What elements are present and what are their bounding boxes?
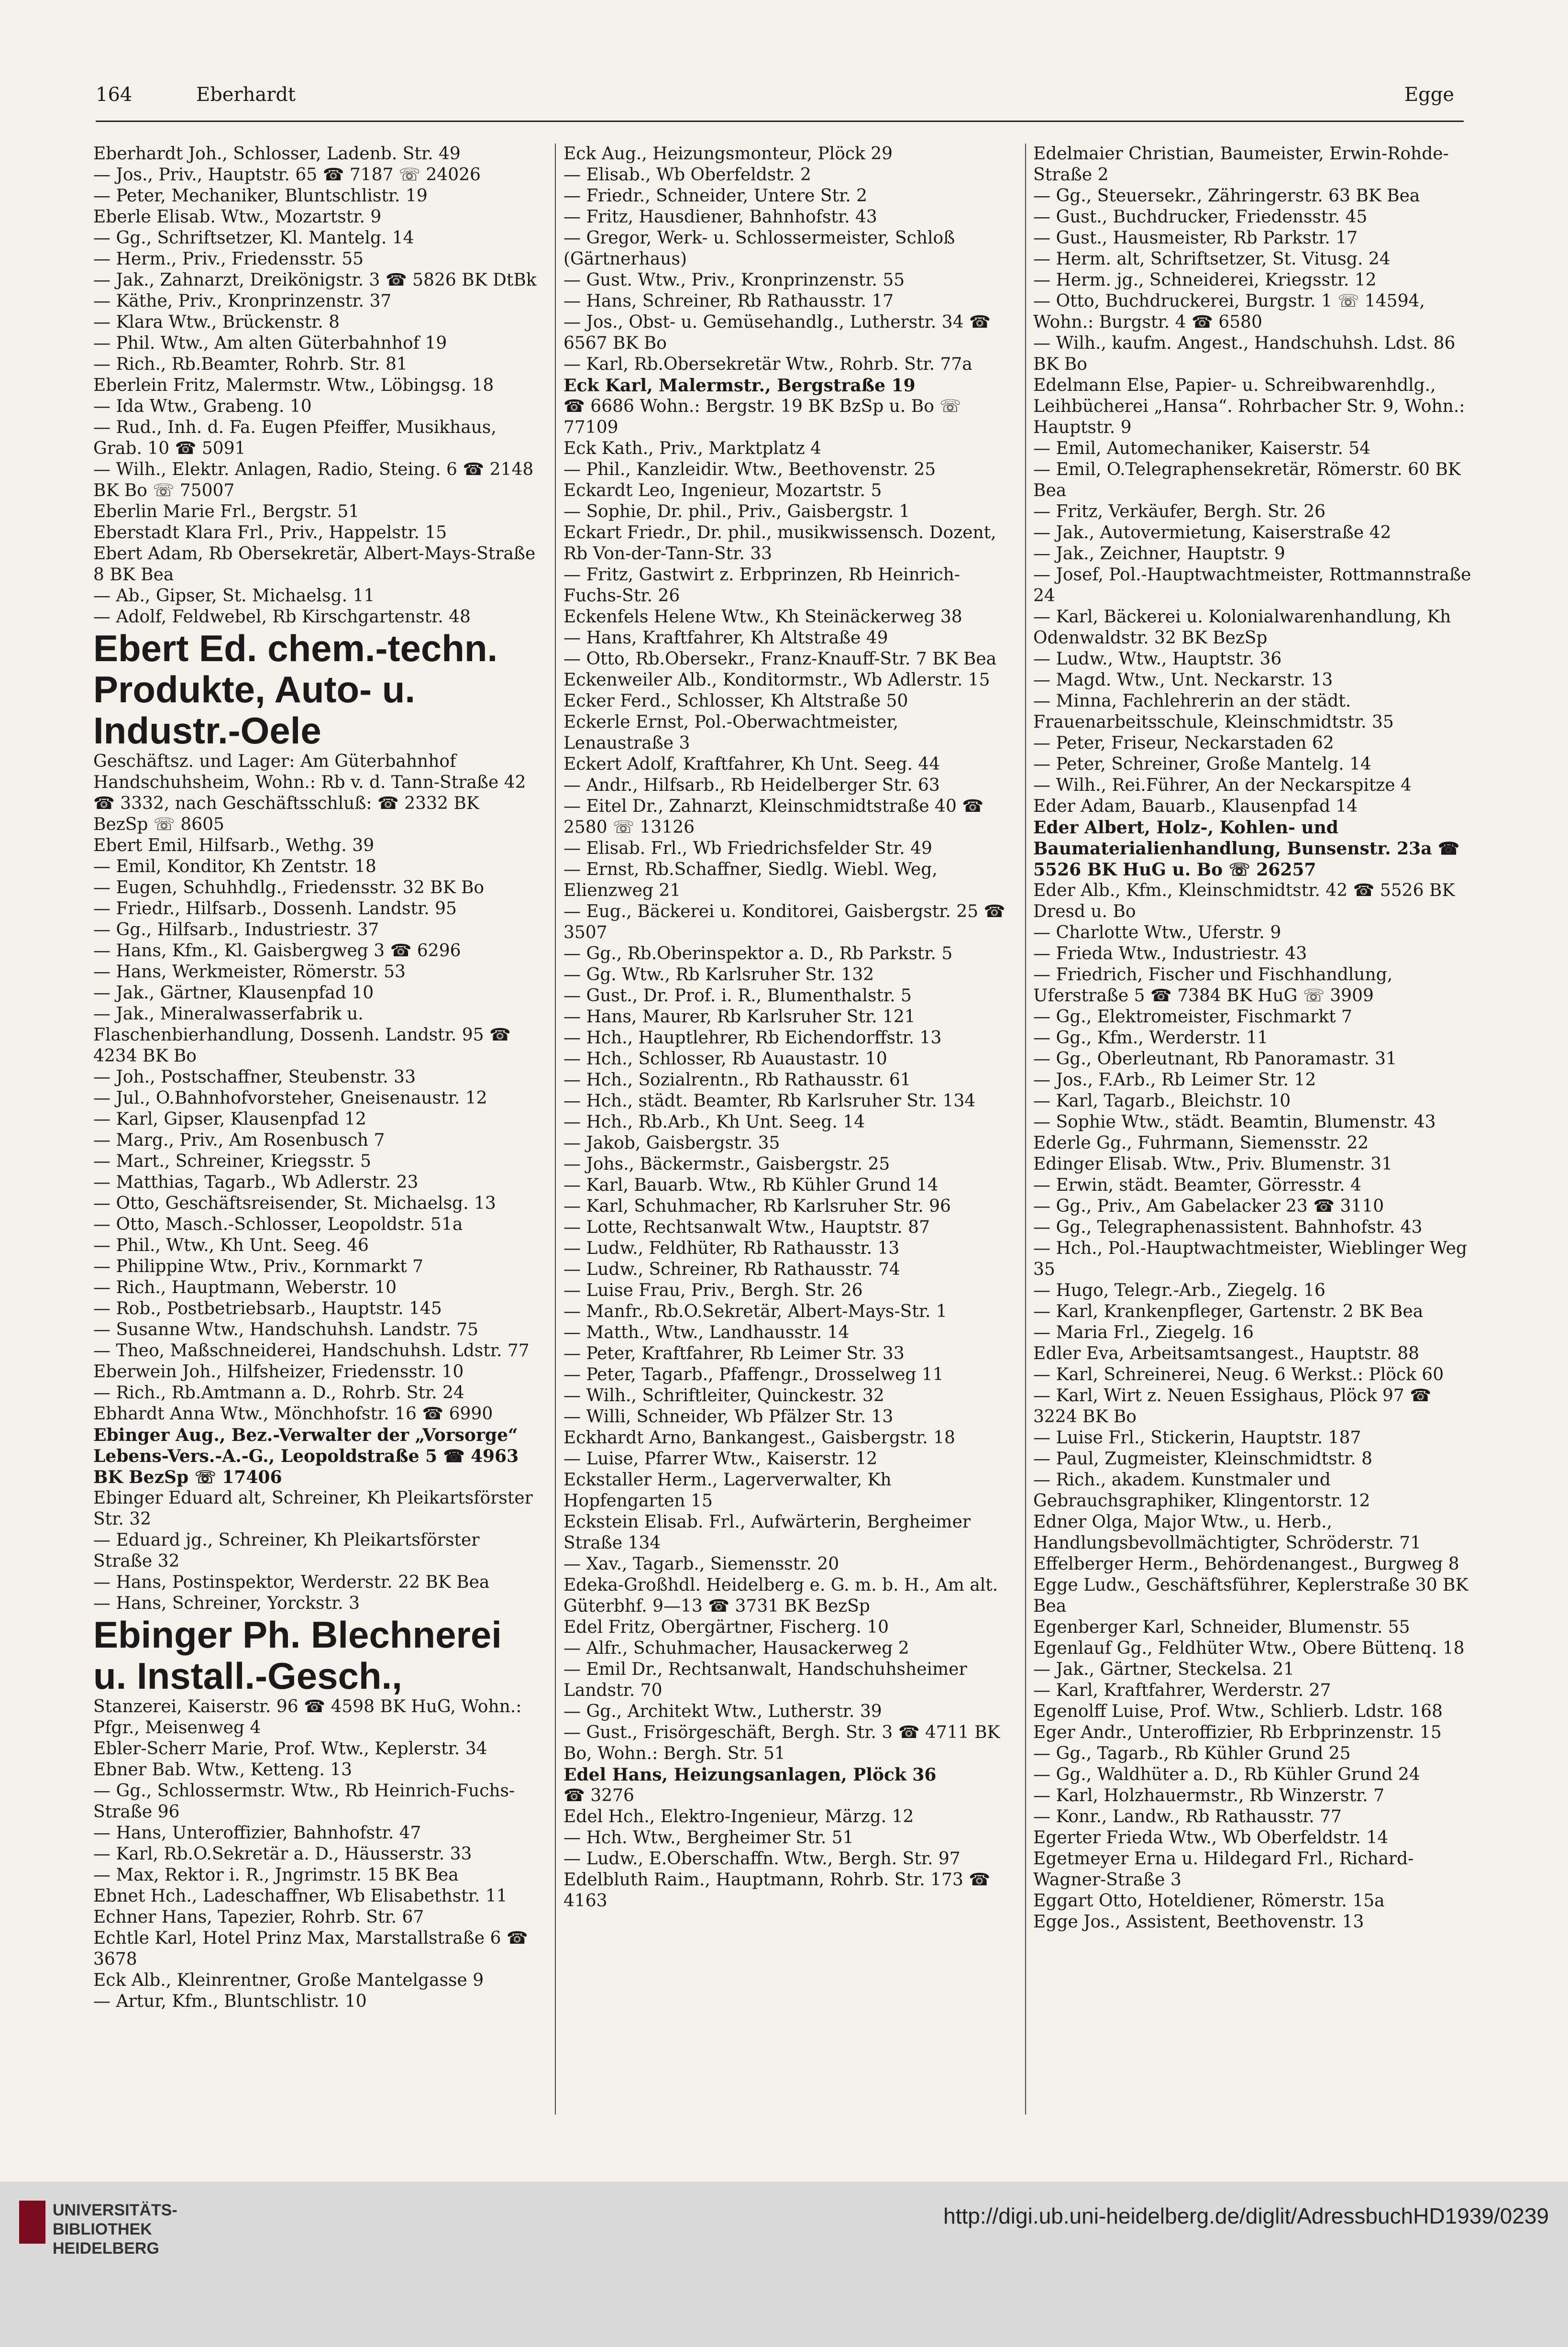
directory-entry: — Paul, Zugmeister, Kleinschmidtstr. 8 [1033, 1449, 1373, 1469]
directory-entry: Ebert Emil, Hilfsarb., Wethg. 39 [93, 836, 375, 855]
directory-entry: — Peter, Tagarb., Pfaffengr., Drosselweg 11 [563, 1365, 944, 1384]
library-logo-icon [19, 2201, 45, 2244]
directory-entry: — Ab., Gipser, St. Michaelsg. 11 [93, 586, 375, 606]
directory-entry: — Karl, Rb.O.Sekretär a. D., Häusserstr. 33 [93, 1844, 472, 1864]
directory-entry: — Wilh., Schriftleiter, Quinckestr. 32 [563, 1386, 884, 1406]
directory-column-2 [563, 144, 1008, 1912]
directory-entry: — Hans, Schreiner, Rb Rathausstr. 17 [563, 291, 894, 311]
directory-entry: — Jakob, Gaisbergstr. 35 [563, 1133, 780, 1153]
directory-entry: — Frieda Wtw., Industriestr. 43 [1033, 944, 1307, 963]
column-divider [1025, 144, 1026, 2115]
directory-entry: — Mart., Schreiner, Kriegsstr. 5 [93, 1151, 371, 1171]
directory-entry: — Jul., O.Bahnhofvorsteher, Gneisenaustr. 12 [93, 1088, 487, 1108]
directory-entry: — Erwin, städt. Beamter, Görresstr. 4 [1033, 1175, 1362, 1195]
directory-entry: — Adolf, Feldwebel, Rb Kirschgartenstr. 48 [93, 607, 471, 627]
directory-entry: — Andr., Hilfsarb., Rb Heidelberger Str. 63 [563, 775, 940, 795]
directory-entry: — Peter, Mechaniker, Bluntschlistr. 19 [93, 186, 428, 206]
directory-entry: Edelmaier Christian, Baumeister, Erwin-Rohde-Straße 2 [1033, 144, 1449, 185]
directory-entry: — Gregor, Werk- u. Schlossermeister, Schloß (Gärtnerhaus) [563, 228, 955, 269]
directory-entry: Eckenweiler Alb., Konditormstr., Wb Adlerstr. 15 [563, 670, 990, 690]
directory-entry: Edner Olga, Major Wtw., u. Herb., Handlungsbevollmächtigter, Schröderstr. 71 [1033, 1512, 1422, 1553]
directory-entry: — Ludw., Schreiner, Rb Rathausstr. 74 [563, 1260, 900, 1279]
directory-entry: — Hans, Maurer, Rb Karlsruher Str. 121 [563, 1007, 916, 1027]
directory-entry: — Karl, Tagarb., Bleichstr. 10 [1033, 1091, 1291, 1111]
directory-entry: — Otto, Buchdruckerei, Burgstr. 1 ☏ 14594, Wohn.: Burgstr. 4 ☎ 6580 [1033, 291, 1425, 332]
directory-entry: — Joh., Postschaffner, Steubenstr. 33 [93, 1067, 416, 1087]
directory-entry: — Hugo, Telegr.-Arb., Ziegelg. 16 [1033, 1281, 1325, 1300]
directory-entry: Stanzerei, Kaiserstr. 96 ☎ 4598 BK HuG, Wohn.: Pfgr., Meisenweg 4 [93, 1697, 522, 1738]
directory-entry: Eckardt Leo, Ingenieur, Mozartstr. 5 [563, 481, 882, 500]
directory-entry: — Phil., Kanzleidir. Wtw., Beethovenstr. 25 [563, 460, 936, 479]
directory-entry: — Phil., Wtw., Kh Unt. Seeg. 46 [93, 1236, 369, 1255]
directory-entry: — Wilh., Elektr. Anlagen, Radio, Steing. 6 ☎ 2148 BK Bo ☏ 75007 [93, 460, 534, 500]
directory-entry: — Herm. jg., Schneiderei, Kriegsstr. 12 [1033, 270, 1377, 290]
directory-entry: Edel Hans, Heizungsanlagen, Plöck 36 [563, 1765, 937, 1785]
directory-entry: — Hch., Pol.-Hauptwachtmeister, Wieblinger Weg 35 [1033, 1239, 1467, 1279]
directory-entry: — Ernst, Rb.Schaffner, Siedlg. Wiebl. Weg, Elienzweg 21 [563, 860, 938, 900]
directory-entry: — Herm., Priv., Friedensstr. 55 [93, 249, 364, 269]
directory-entry: — Peter, Schreiner, Große Mantelg. 14 [1033, 754, 1371, 774]
header-rule [96, 121, 1464, 122]
directory-entry: Eder Alb., Kfm., Kleinschmidtstr. 42 ☎ 5526 BK Dresd u. Bo [1033, 881, 1455, 921]
directory-entry: — Eduard jg., Schreiner, Kh Pleikartsförster Straße 32 [93, 1530, 480, 1571]
directory-entry: Edinger Elisab. Wtw., Priv. Blumenstr. 31 [1033, 1154, 1393, 1174]
directory-entry: — Karl, Kraftfahrer, Werderstr. 27 [1033, 1681, 1331, 1700]
directory-entry: — Matth., Wtw., Landhausstr. 14 [563, 1323, 850, 1342]
directory-entry: — Jak., Gärtner, Steckelsa. 21 [1033, 1660, 1294, 1679]
directory-entry: — Alfr., Schuhmacher, Hausackerweg 2 [563, 1638, 909, 1658]
directory-entry: ☎ 3276 [563, 1786, 634, 1805]
directory-entry: Eckstein Elisab. Frl., Aufwärterin, Bergheimer Straße 134 [563, 1512, 971, 1553]
directory-entry: — Jak., Gärtner, Klausenpfad 10 [93, 983, 374, 1003]
directory-entry: Egenolff Luise, Prof. Wtw., Schlierb. Ldstr. 168 [1033, 1702, 1443, 1721]
directory-entry: — Konr., Landw., Rb Rathausstr. 77 [1033, 1807, 1342, 1827]
directory-entry: — Rud., Inh. d. Fa. Eugen Pfeiffer, Musikhaus, Grab. 10 ☎ 5091 [93, 418, 497, 458]
directory-entry: — Herm. alt, Schriftsetzer, St. Vitusg. 24 [1033, 249, 1391, 269]
directory-entry: Ebhardt Anna Wtw., Mönchhofstr. 16 ☎ 6990 [93, 1404, 493, 1424]
directory-entry: — Xav., Tagarb., Siemensstr. 20 [563, 1554, 839, 1574]
directory-entry: — Jos., F.Arb., Rb Leimer Str. 12 [1033, 1070, 1316, 1090]
directory-entry: — Emil, Konditor, Kh Zentstr. 18 [93, 857, 376, 876]
directory-entry: — Hch., Rb.Arb., Kh Unt. Seeg. 14 [563, 1112, 865, 1132]
directory-entry: Ebert Ed. chem.-techn. Produkte, Auto- u. Industr.-Oele [93, 627, 498, 752]
directory-entry: — Jak., Zahnarzt, Dreikönigstr. 3 ☎ 5826 BK DtBk [93, 270, 537, 290]
directory-entry: Effelberger Herm., Behördenangest., Burgweg 8 [1033, 1554, 1459, 1574]
directory-entry: — Luise, Pfarrer Wtw., Kaiserstr. 12 [563, 1449, 878, 1469]
directory-entry: Ecker Ferd., Schlosser, Kh Altstraße 50 [563, 691, 908, 711]
directory-entry: — Hans, Schreiner, Yorckstr. 3 [93, 1594, 360, 1613]
directory-entry: — Luise Frl., Stickerin, Hauptstr. 187 [1033, 1428, 1361, 1448]
directory-entry: — Matthias, Tagarb., Wb Adlerstr. 23 [93, 1173, 419, 1192]
source-url-link[interactable]: http://digi.ub.uni-heidelberg.de/diglit/AdressbuchHD1939/0239 [943, 2203, 1549, 2228]
directory-entry: Eberlin Marie Frl., Bergstr. 51 [93, 502, 360, 521]
directory-entry: — Ludw., E.Oberschaffn. Wtw., Bergh. Str. 97 [563, 1849, 961, 1869]
directory-entry: — Philippine Wtw., Priv., Kornmarkt 7 [93, 1257, 424, 1276]
directory-entry: Ebnet Hch., Ladeschaffner, Wb Elisabethstr. 11 [93, 1886, 508, 1906]
directory-entry: Eck Aug., Heizungsmonteur, Plöck 29 [563, 144, 893, 164]
directory-entry: Eckart Friedr., Dr. phil., musikwissensch. Dozent, Rb Von-der-Tann-Str. 33 [563, 523, 996, 564]
directory-entry: — Gg., Rb.Oberinspektor a. D., Rb Parkstr. 5 [563, 944, 953, 963]
directory-entry: — Max, Rektor i. R., Jngrimstr. 15 BK Bea [93, 1865, 459, 1885]
directory-entry: — Karl, Holzhauermstr., Rb Winzerstr. 7 [1033, 1786, 1385, 1805]
directory-entry: Eck Kath., Priv., Marktplatz 4 [563, 439, 821, 458]
directory-entry: Geschäftsz. und Lager: Am Güterbahnhof Handschuhsheim, Wohn.: Rb v. d. Tann-Straße 42 ☎ 3332, nach Geschäftsschluß: ☎ 2332 BK BezSp ☏ 8605 [93, 752, 526, 834]
directory-entry: — Otto, Geschäftsreisender, St. Michaelsg. 13 [93, 1194, 496, 1213]
directory-entry: — Karl, Schreinerei, Neug. 6 Werkst.: Plöck 60 [1033, 1365, 1444, 1384]
directory-entry: Eberle Elisab. Wtw., Mozartstr. 9 [93, 207, 382, 227]
logo-line: HEIDELBERG [53, 2239, 159, 2258]
directory-entry: Eckstaller Herm., Lagerverwalter, Kh Hopfengarten 15 [563, 1470, 892, 1511]
directory-entry: — Karl, Bauarb. Wtw., Rb Kühler Grund 14 [563, 1175, 939, 1195]
directory-entry: Eberlein Fritz, Malermstr. Wtw., Löbingsg. 18 [93, 376, 494, 395]
directory-entry: Echtle Karl, Hotel Prinz Max, Marstallstraße 6 ☎ 3678 [93, 1928, 528, 1969]
directory-entry: Edelbluth Raim., Hauptmann, Rohrb. Str. 173 ☎ 4163 [563, 1870, 991, 1911]
directory-entry: — Gg., Tagarb., Rb Kühler Grund 25 [1033, 1744, 1351, 1763]
directory-entry: — Jak., Mineralwasserfabrik u. Flaschenbierhandlung, Dossenh. Landstr. 95 ☎ 4234 BK Bo [93, 1004, 511, 1066]
directory-entry: — Minna, Fachlehrerin an der städt. Frauenarbeitsschule, Kleinschmidtstr. 35 [1033, 691, 1394, 732]
directory-entry: — Gust., Buchdrucker, Friedensstr. 45 [1033, 207, 1368, 227]
directory-entry: — Rob., Postbetriebsarb., Hauptstr. 145 [93, 1299, 442, 1318]
directory-entry: Eberhardt Joh., Schlosser, Ladenb. Str. 49 [93, 144, 461, 164]
library-logo-text [53, 2201, 177, 2258]
directory-entry: — Jos., Obst- u. Gemüsehandlg., Lutherstr. 34 ☎ 6567 BK Bo [563, 312, 991, 353]
directory-entry: — Charlotte Wtw., Uferstr. 9 [1033, 923, 1281, 942]
running-head-right: Egge [1404, 84, 1454, 106]
directory-entry: — Hans, Postinspektor, Werderstr. 22 BK Bea [93, 1572, 490, 1592]
directory-entry: Ebert Adam, Rb Obersekretär, Albert-Mays-Straße 8 BK Bea [93, 544, 536, 585]
directory-entry: — Hans, Kfm., Kl. Gaisbergweg 3 ☎ 6296 [93, 941, 461, 961]
directory-entry: — Peter, Friseur, Neckarstaden 62 [1033, 733, 1334, 753]
directory-entry: — Gg., Hilfsarb., Industriestr. 37 [93, 920, 379, 940]
column-divider [555, 144, 556, 2115]
directory-entry: — Hch., Sozialrentn., Rb Rathausstr. 61 [563, 1070, 911, 1090]
directory-entry: — Ida Wtw., Grabeng. 10 [93, 397, 312, 416]
directory-entry: — Gust., Hausmeister, Rb Parkstr. 17 [1033, 228, 1358, 248]
directory-entry: — Gg., Oberleutnant, Rb Panoramastr. 31 [1033, 1049, 1397, 1069]
directory-entry: Egetmeyer Erna u. Hildegard Frl., Richard-Wagner-Straße 3 [1033, 1849, 1414, 1890]
directory-entry: — Karl, Gipser, Klausenpfad 12 [93, 1109, 366, 1129]
directory-entry: — Wilh., kaufm. Angest., Handschuhsh. Ldst. 86 BK Bo [1033, 333, 1456, 374]
directory-entry: Eberstadt Klara Frl., Priv., Happelstr. 15 [93, 523, 447, 542]
directory-entry: Eck Alb., Kleinrentner, Große Mantelgasse 9 [93, 1971, 484, 1990]
directory-entry: — Gg., Telegraphenassistent. Bahnhofstr. 43 [1033, 1218, 1423, 1237]
directory-entry: — Karl, Bäckerei u. Kolonialwarenhandlung, Kh Odenwaldstr. 32 BK BezSp [1033, 607, 1451, 648]
directory-entry: — Artur, Kfm., Bluntschlistr. 10 [93, 1992, 367, 2011]
directory-entry: Eck Karl, Malermstr., Bergstraße 19 [563, 376, 916, 396]
directory-entry: — Hch. Wtw., Bergheimer Str. 51 [563, 1828, 854, 1848]
directory-entry: — Luise Frau, Priv., Bergh. Str. 26 [563, 1281, 863, 1300]
directory-entry: Ebler-Scherr Marie, Prof. Wtw., Keplerstr. 34 [93, 1739, 487, 1759]
directory-entry: — Theo, Maßschneiderei, Handschuhsh. Ldstr. 77 [93, 1341, 530, 1361]
running-head-left: Eberhardt [196, 84, 296, 106]
directory-entry: — Rich., Hauptmann, Weberstr. 10 [93, 1278, 397, 1297]
directory-entry: — Karl, Rb.Obersekretär Wtw., Rohrb. Str. 77a [563, 354, 972, 374]
directory-entry: — Fritz, Gastwirt z. Erbprinzen, Rb Heinrich-Fuchs-Str. 26 [563, 565, 960, 606]
directory-entry: Egge Jos., Assistent, Beethovenstr. 13 [1033, 1912, 1364, 1932]
directory-entry: — Sophie Wtw., städt. Beamtin, Blumenstr. 43 [1033, 1112, 1436, 1132]
directory-entry: Ederle Gg., Fuhrmann, Siemensstr. 22 [1033, 1133, 1369, 1153]
directory-entry: — Ludw., Feldhüter, Rb Rathausstr. 13 [563, 1239, 900, 1258]
directory-entry: Eckenfels Helene Wtw., Kh Steinäckerweg 38 [563, 607, 962, 627]
directory-entry: — Fritz, Verkäufer, Bergh. Str. 26 [1033, 502, 1326, 521]
directory-entry: — Hans, Werkmeister, Römerstr. 53 [93, 962, 406, 982]
directory-entry: — Emil Dr., Rechtsanwalt, Handschuhsheimer Landstr. 70 [563, 1660, 967, 1700]
directory-entry: — Johs., Bäckermstr., Gaisbergstr. 25 [563, 1154, 890, 1174]
directory-entry: — Phil. Wtw., Am alten Güterbahnhof 19 [93, 333, 447, 353]
directory-entry: Eder Albert, Holz-, Kohlen- und Baumaterialienhandlung, Bunsenstr. 23a ☎ 5526 BK HuG u. Bo ☏ 26257 [1033, 818, 1459, 880]
directory-entry: — Fritz, Hausdiener, Bahnhofstr. 43 [563, 207, 877, 227]
directory-entry: — Gg., Schlossermstr. Wtw., Rb Heinrich-Fuchs-Straße 96 [93, 1781, 515, 1822]
directory-entry: Eckhardt Arno, Bankangest., Gaisbergstr. 18 [563, 1428, 955, 1448]
directory-entry: Eggart Otto, Hoteldiener, Römerstr. 15a [1033, 1891, 1385, 1911]
directory-entry: — Gg. Wtw., Rb Karlsruher Str. 132 [563, 965, 874, 985]
directory-entry: Egenberger Karl, Schneider, Blumenstr. 55 [1033, 1617, 1410, 1637]
directory-entry: — Wilh., Rei.Führer, An der Neckarspitze 4 [1033, 775, 1412, 795]
directory-entry: Eberwein Joh., Hilfsheizer, Friedensstr. 10 [93, 1362, 464, 1382]
directory-entry: — Lotte, Rechtsanwalt Wtw., Hauptstr. 87 [563, 1218, 930, 1237]
directory-entry: — Magd. Wtw., Unt. Neckarstr. 13 [1033, 670, 1333, 690]
directory-entry: Ebinger Eduard alt, Schreiner, Kh Pleikartsförster Str. 32 [93, 1488, 533, 1529]
directory-entry: Edler Eva, Arbeitsamtsangest., Hauptstr. 88 [1033, 1344, 1420, 1363]
directory-entry: — Willi, Schneider, Wb Pfälzer Str. 13 [563, 1407, 894, 1427]
directory-entry: Egenlauf Gg., Feldhüter Wtw., Obere Büttenq. 18 [1033, 1638, 1465, 1658]
directory-entry: — Hch., Hauptlehrer, Rb Eichendorffstr. 13 [563, 1028, 942, 1048]
directory-entry: — Manfr., Rb.O.Sekretär, Albert-Mays-Str. 1 [563, 1302, 947, 1321]
directory-entry: — Gust. Wtw., Priv., Kronprinzenstr. 55 [563, 270, 905, 290]
directory-entry: — Otto, Rb.Obersekr., Franz-Knauff-Str. 7 BK Bea [563, 649, 997, 669]
library-footer [0, 2181, 1568, 2347]
directory-entry: Eckert Adolf, Kraftfahrer, Kh Unt. Seeg. 44 [563, 754, 940, 774]
directory-entry: — Gg., Priv., Am Gabelacker 23 ☎ 3110 [1033, 1196, 1384, 1216]
page-header [96, 84, 1454, 112]
directory-entry: — Klara Wtw., Brückenstr. 8 [93, 312, 340, 332]
directory-entry: Eckerle Ernst, Pol.-Oberwachtmeister, Lenaustraße 3 [563, 712, 899, 753]
directory-entry: — Peter, Kraftfahrer, Rb Leimer Str. 33 [563, 1344, 905, 1363]
directory-entry: — Rich., akadem. Kunstmaler und Gebrauchsgraphiker, Klingentorstr. 12 [1033, 1470, 1370, 1511]
directory-entry: Echner Hans, Tapezier, Rohrb. Str. 67 [93, 1907, 424, 1927]
directory-entry: — Maria Frl., Ziegelg. 16 [1033, 1323, 1254, 1342]
directory-entry: Ebinger Ph. Blechnerei u. Install.-Gesch., [93, 1614, 502, 1697]
directory-entry: — Friedr., Schneider, Untere Str. 2 [563, 186, 868, 206]
directory-entry: — Susanne Wtw., Handschuhsh. Landstr. 75 [93, 1320, 479, 1340]
directory-entry: — Rich., Rb.Amtmann a. D., Rohrb. Str. 24 [93, 1383, 464, 1403]
directory-entry: Ebinger Aug., Bez.-Verwalter der „Vorsorge“ Lebens-Vers.-A.-G., Leopoldstraße 5 ☎ 4963 BK BezSp ☏ 17406 [93, 1425, 519, 1487]
directory-entry: — Eugen, Schuhhdlg., Friedensstr. 32 BK Bo [93, 878, 485, 897]
directory-entry: — Karl, Krankenpfleger, Gartenstr. 2 BK Bea [1033, 1302, 1424, 1321]
directory-entry: — Josef, Pol.-Hauptwachtmeister, Rottmannstraße 24 [1033, 565, 1471, 606]
logo-line: BIBLIOTHEK [53, 2220, 152, 2238]
directory-entry: Edel Fritz, Obergärtner, Fischerg. 10 [563, 1617, 889, 1637]
directory-entry: — Gust., Frisörgeschäft, Bergh. Str. 3 ☎ 4711 BK Bo, Wohn.: Bergh. Str. 51 [563, 1723, 1000, 1763]
directory-entry: — Friedr., Hilfsarb., Dossenh. Landstr. 95 [93, 899, 457, 919]
directory-entry: — Jos., Priv., Hauptstr. 65 ☎ 7187 ☏ 24026 [93, 165, 481, 185]
directory-entry: — Gg., Steuersekr., Zähringerstr. 63 BK Bea [1033, 186, 1420, 206]
directory-entry: — Elisab. Frl., Wb Friedrichsfelder Str. 49 [563, 839, 932, 858]
directory-entry: Eder Adam, Bauarb., Klausenpfad 14 [1033, 797, 1358, 816]
directory-entry: — Sophie, Dr. phil., Priv., Gaisbergstr. 1 [563, 502, 910, 521]
directory-entry: — Hch., städt. Beamter, Rb Karlsruher Str. 134 [563, 1091, 976, 1111]
directory-entry: — Emil, O.Telegraphensekretär, Römerstr. 60 BK Bea [1033, 460, 1461, 500]
directory-entry: — Elisab., Wb Oberfeldstr. 2 [563, 165, 811, 185]
directory-entry: Edel Hch., Elektro-Ingenieur, Märzg. 12 [563, 1807, 914, 1827]
directory-entry: — Gg., Kfm., Werderstr. 11 [1033, 1028, 1269, 1048]
directory-entry: ☎ 6686 Wohn.: Bergstr. 19 BK BzSp u. Bo ☏ 77109 [563, 397, 961, 437]
directory-entry: — Karl, Schuhmacher, Rb Karlsruher Str. 96 [563, 1196, 951, 1216]
directory-entry: Egge Ludw., Geschäftsführer, Keplerstraße 30 BK Bea [1033, 1575, 1469, 1616]
directory-entry: — Ludw., Wtw., Hauptstr. 36 [1033, 649, 1282, 669]
directory-column-1 [93, 144, 538, 2012]
directory-entry: — Gg., Schriftsetzer, Kl. Mantelg. 14 [93, 228, 414, 248]
directory-entry: — Friedrich, Fischer und Fischhandlung, Uferstraße 5 ☎ 7384 BK HuG ☏ 3909 [1033, 965, 1393, 1006]
directory-entry: — Marg., Priv., Am Rosenbusch 7 [93, 1130, 385, 1150]
directory-entry: Egerter Frieda Wtw., Wb Oberfeldstr. 14 [1033, 1828, 1389, 1848]
directory-entry: Eger Andr., Unteroffizier, Rb Erbprinzenstr. 15 [1033, 1723, 1442, 1742]
directory-entry: — Emil, Automechaniker, Kaiserstr. 54 [1033, 439, 1371, 458]
directory-entry: — Gg., Elektromeister, Fischmarkt 7 [1033, 1007, 1352, 1027]
directory-entry: Edeka-Großhdl. Heidelberg e. G. m. b. H., Am alt. Güterbhf. 9—13 ☎ 3731 BK BezSp [563, 1575, 998, 1616]
directory-entry: — Käthe, Priv., Kronprinzenstr. 37 [93, 291, 392, 311]
directory-entry: — Eug., Bäckerei u. Konditorei, Gaisbergstr. 25 ☎ 3507 [563, 902, 1005, 942]
directory-entry: — Hans, Kraftfahrer, Kh Altstraße 49 [563, 628, 888, 648]
directory-entry: — Gg., Waldhüter a. D., Rb Kühler Grund 24 [1033, 1765, 1420, 1784]
directory-entry: — Hch., Schlosser, Rb Auaustastr. 10 [563, 1049, 887, 1069]
directory-entry: — Rich., Rb.Beamter, Rohrb. Str. 81 [93, 354, 408, 374]
directory-entry: — Hans, Unteroffizier, Bahnhofstr. 47 [93, 1823, 421, 1843]
directory-entry: Edelmann Else, Papier- u. Schreibwarenhdlg., Leihbücherei „Hansa“. Rohrbacher Str. 9, Wohn.: Hauptstr. 9 [1033, 376, 1465, 437]
directory-entry: — Jak., Autovermietung, Kaiserstraße 42 [1033, 523, 1391, 542]
directory-entry: — Eitel Dr., Zahnarzt, Kleinschmidtstraße 40 ☎ 2580 ☏ 13126 [563, 797, 984, 837]
directory-entry: — Karl, Wirt z. Neuen Essighaus, Plöck 97 ☎ 3224 BK Bo [1033, 1386, 1432, 1427]
directory-entry: — Jak., Zeichner, Hauptstr. 9 [1033, 544, 1285, 564]
directory-column-3 [1033, 144, 1478, 1933]
directory-entry: — Otto, Masch.-Schlosser, Leopoldstr. 51a [93, 1215, 463, 1234]
logo-line: UNIVERSITÄTS- [53, 2201, 177, 2219]
directory-entry: Ebner Bab. Wtw., Ketteng. 13 [93, 1760, 353, 1780]
directory-entry: — Gg., Architekt Wtw., Lutherstr. 39 [563, 1702, 882, 1721]
page-number: 164 [96, 84, 133, 106]
directory-entry: — Gust., Dr. Prof. i. R., Blumenthalstr. 5 [563, 986, 912, 1006]
